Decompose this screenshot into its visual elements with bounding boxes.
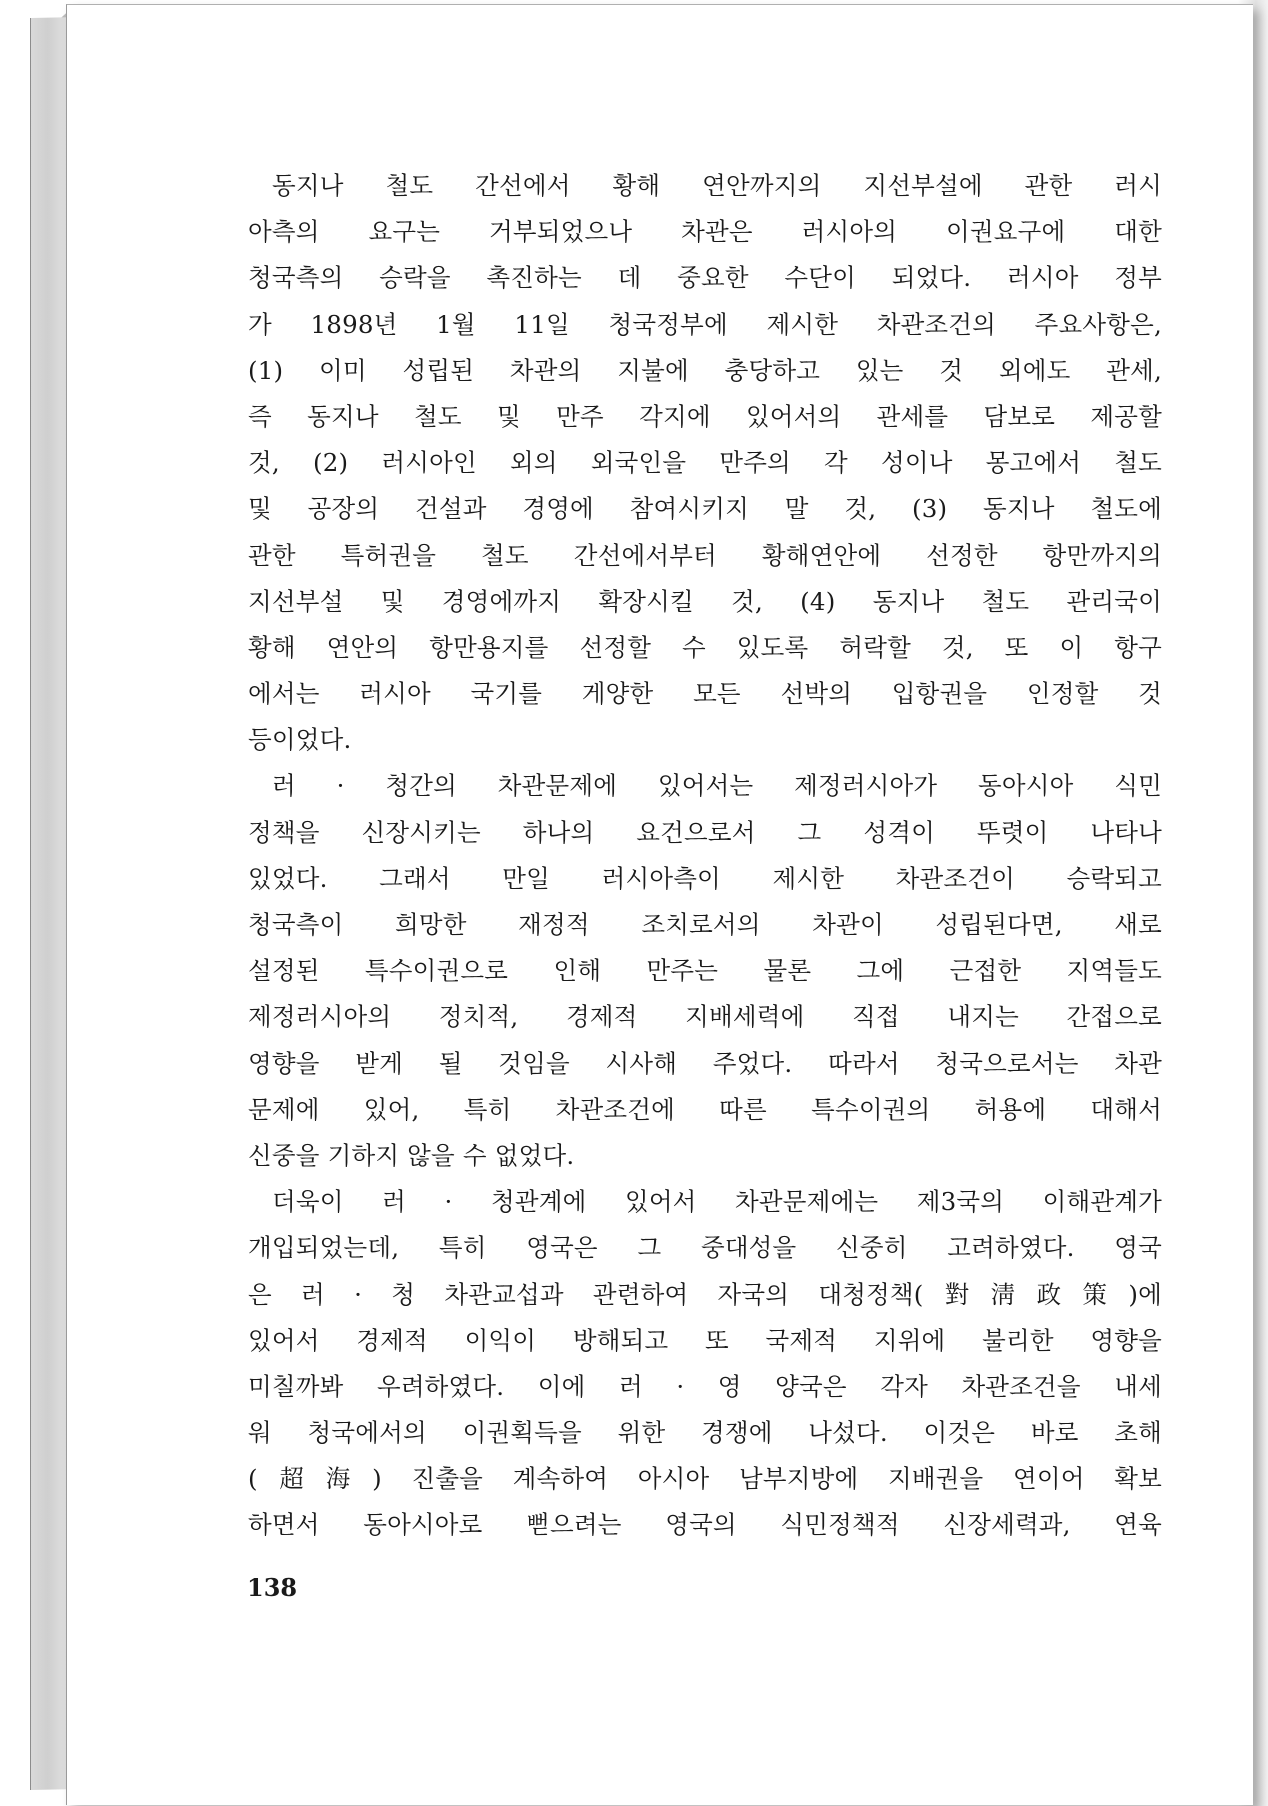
text-line: 있어서 경제적 이익이 방해되고 또 국제적 지위에 불리한 영향을 xyxy=(248,1325,1162,1355)
text-line: 정책을 신장시키는 하나의 요건으로서 그 성격이 뚜렷이 나타나 xyxy=(248,817,1162,847)
text-line: 제정러시아의 정치적, 경제적 지배세력에 직접 내지는 간접으로 xyxy=(248,1002,1162,1032)
text-line: 지선부설 및 경영에까지 확장시킬 것, (4) 동지나 철도 관리국이 xyxy=(248,586,1162,616)
text-line: 문제에 있어, 특히 차관조건에 따른 특수이권의 허용에 대해서 xyxy=(248,1094,1162,1124)
text-line: 청국측의 승락을 촉진하는 데 중요한 수단이 되었다. 러시아 정부 xyxy=(248,263,1162,293)
text-line: 더욱이 러 · 청관계에 있어서 차관문제에는 제3국의 이해관계가 xyxy=(272,1187,1162,1217)
text-line: 러 · 청간의 차관문제에 있어서는 제정러시아가 동아시아 식민 xyxy=(272,771,1162,801)
text-line: 황해 연안의 항만용지를 선정할 수 있도록 허락할 것, 또 이 항구 xyxy=(248,632,1162,662)
paragraph-1 xyxy=(248,163,1162,763)
text-line: 즉 동지나 철도 및 만주 각지에 있어서의 관세를 담보로 제공할 xyxy=(248,401,1162,431)
text-line: 미칠까봐 우려하였다. 이에 러 · 영 양국은 각자 차관조건을 내세 xyxy=(248,1371,1162,1401)
text-line: 것, (2) 러시아인 외의 외국인을 만주의 각 성이나 몽고에서 철도 xyxy=(248,448,1162,478)
text-line: 하면서 동아시아로 뻗으려는 영국의 식민정책적 신장세력과, 연육 xyxy=(248,1510,1162,1540)
text-line: 아측의 요구는 거부되었으나 차관은 러시아의 이권요구에 대한 xyxy=(248,217,1162,247)
text-line: 신중을 기하지 않을 수 없었다. xyxy=(248,1140,575,1170)
text-line: 개입되었는데, 특히 영국은 그 중대성을 신중히 고려하였다. 영국 xyxy=(248,1233,1162,1263)
text-line: 설정된 특수이권으로 인해 만주는 물론 그에 근접한 지역들도 xyxy=(248,956,1162,986)
text-line: 및 공장의 건설과 경영에 참여시키지 말 것, (3) 동지나 철도에 xyxy=(248,494,1162,524)
text-line: 관한 특허권을 철도 간선에서부터 황해연안에 선정한 항만까지의 xyxy=(248,540,1162,570)
page-number: 138 xyxy=(247,1573,298,1602)
paragraph-3 xyxy=(248,1179,1162,1549)
text-line: 청국측이 희망한 재정적 조치로서의 차관이 성립된다면, 새로 xyxy=(248,910,1162,939)
text-line: 에서는 러시아 국기를 게양한 모든 선박의 입항권을 인정할 것 xyxy=(248,679,1162,709)
text-line: 은 러 · 청 차관교섭과 관련하여 자국의 대청정책(對淸政策)에 xyxy=(248,1279,1162,1309)
text-line: 워 청국에서의 이권획득을 위한 경쟁에 나섰다. 이것은 바로 초해 xyxy=(248,1418,1162,1448)
text-line: 등이었다. xyxy=(248,725,352,755)
text-line: 동지나 철도 간선에서 황해 연안까지의 지선부설에 관한 러시 xyxy=(272,171,1162,200)
book-page xyxy=(66,4,1253,1805)
text-line: 영향을 받게 될 것임을 시사해 주었다. 따라서 청국으로서는 차관 xyxy=(248,1048,1162,1078)
body-text xyxy=(248,163,1162,1549)
text-line: (超海) 진출을 계속하여 아시아 남부지방에 지배권을 연이어 확보 xyxy=(248,1464,1162,1494)
paragraph-2 xyxy=(248,763,1162,1179)
text-line: 있었다. 그래서 만일 러시아측이 제시한 차관조건이 승락되고 xyxy=(248,863,1162,893)
text-line: 가 1898년 1월 11일 청국정부에 제시한 차관조건의 주요사항은, xyxy=(248,309,1162,339)
text-line: (1) 이미 성립된 차관의 지불에 충당하고 있는 것 외에도 관세, xyxy=(248,355,1162,385)
